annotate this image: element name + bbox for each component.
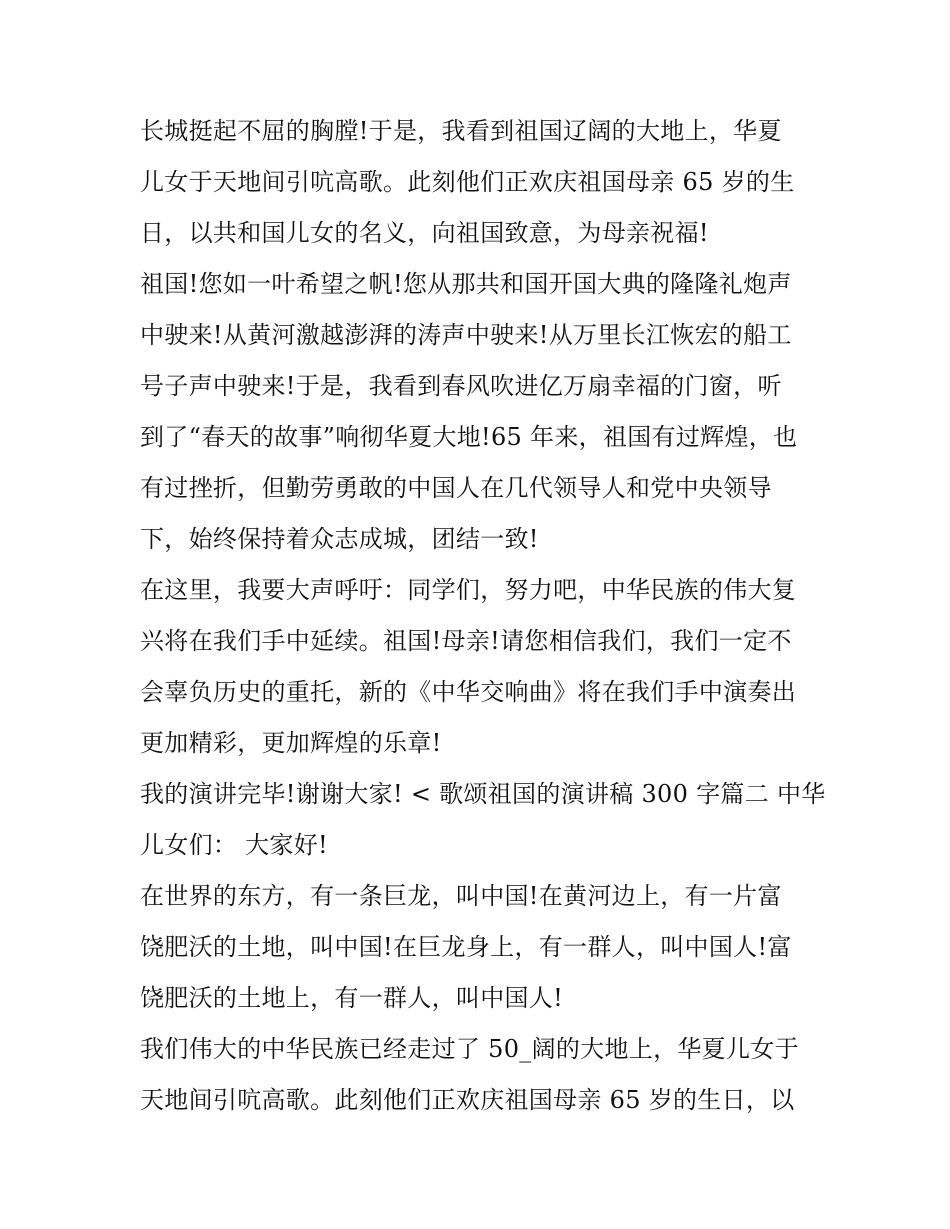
text-line: 下，始终保持着众志成城，团结一致! — [140, 525, 539, 553]
text-line: 更加精彩，更加辉煌的乐章! — [140, 729, 442, 757]
text-line: 在世界的东方，有一条巨龙，叫中国!在黄河边上，有一片富 — [140, 882, 782, 910]
text-line: 儿女于天地间引吭高歌。此刻他们正欢庆祖国母亲 65 岁的生 — [140, 168, 795, 196]
text-line: 在这里，我要大声呼吁：同学们，努力吧，中华民族的伟大复 — [140, 576, 797, 604]
text-line: 到了“春天的故事”响彻华夏大地!65 年来，祖国有过辉煌，也 — [140, 423, 798, 451]
text-line: 兴将在我们手中延续。祖国!母亲!请您相信我们，我们一定不 — [140, 627, 792, 655]
text-line: 长城挺起不屈的胸膛!于是，我看到祖国辽阔的大地上，华夏 — [140, 117, 782, 145]
text-line: 我们伟大的中华民族已经走过了 50_阔的大地上，华夏儿女于 — [140, 1035, 799, 1063]
text-line: 饶肥沃的土地上，有一群人，叫中国人! — [140, 984, 564, 1012]
text-line: 会辜负历史的重托，新的《中华交响曲》将在我们手中演奏出 — [140, 678, 797, 706]
text-line: 中驶来!从黄河激越澎湃的涛声中驶来!从万里长江恢宏的船工 — [140, 321, 792, 349]
text-line: 我的演讲完毕!谢谢大家! < 歌颂祖国的演讲稿 300 字篇二 中华 — [140, 780, 826, 808]
text-line: 天地间引吭高歌。此刻他们正欢庆祖国母亲 65 岁的生日，以 — [140, 1086, 795, 1114]
text-line: 祖国!您如一叶希望之帆!您从那共和国开国大典的隆隆礼炮声 — [140, 270, 792, 298]
text-line: 有过挫折，但勤劳勇敢的中国人在几代领导人和党中央领导 — [140, 474, 772, 502]
text-line: 儿女们： 大家好! — [140, 831, 328, 859]
text-line: 饶肥沃的土地，叫中国!在巨龙身上，有一群人，叫中国人!富 — [140, 933, 792, 961]
text-line: 日，以共和国儿女的名义，向祖国致意，为母亲祝福! — [140, 219, 709, 247]
document-body — [140, 106, 826, 1126]
text-line: 号子声中驶来!于是，我看到春风吹进亿万扇幸福的门窗，听 — [140, 372, 782, 400]
